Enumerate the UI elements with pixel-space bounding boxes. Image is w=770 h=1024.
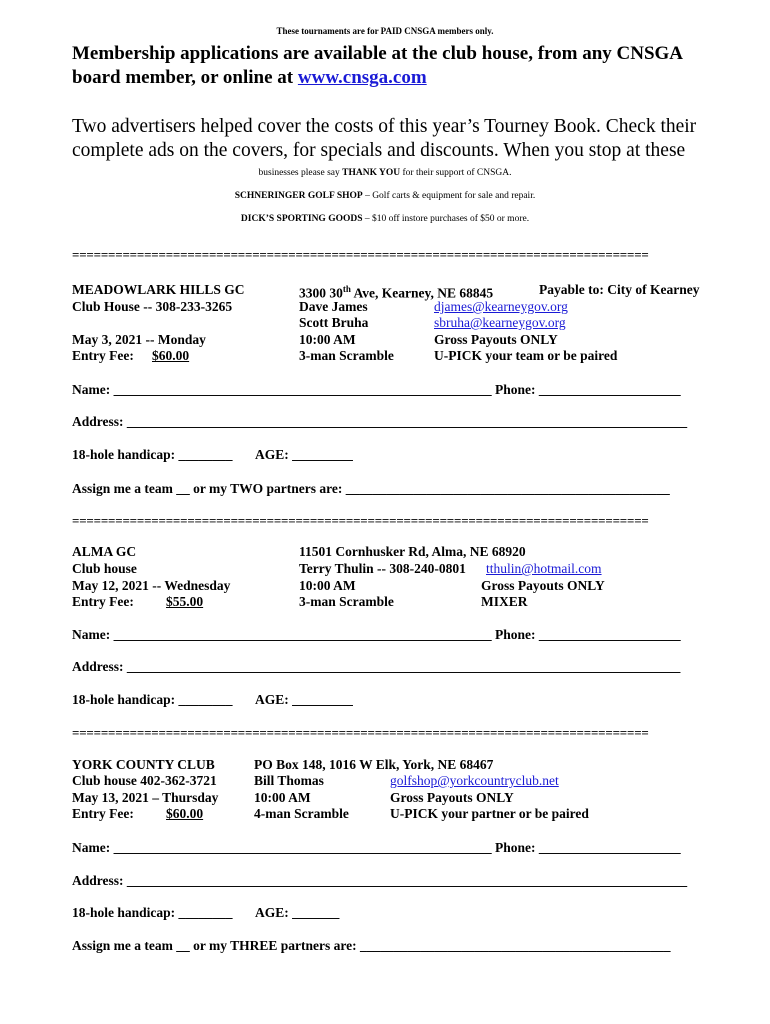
entry-fee: $60.00: [166, 806, 204, 821]
payout-type: Gross Payouts ONLY: [481, 578, 605, 593]
contact-name: Bill Thomas: [254, 773, 324, 788]
contact-email-link[interactable]: tthulin@hotmail.com: [486, 561, 602, 576]
name-phone-field[interactable]: Name: ________________________________________________________ Phone: _____________________: [72, 627, 681, 642]
membership-online: [72, 67, 427, 89]
game-format: 4-man Scramble: [254, 806, 349, 821]
contact-name: Terry Thulin -- 308-240-0801: [299, 561, 466, 576]
sponsor-name: SCHNERINGER GOLF SHOP: [234, 191, 363, 201]
pairing-note: U-PICK your team or be paired: [434, 348, 618, 363]
club-name: MEADOWLARK HILLS GC: [72, 282, 245, 297]
separator: ================================================================================: [72, 513, 649, 528]
address-field[interactable]: Address: __________________________________________________________________________________: [72, 659, 681, 674]
tee-time: 10:00 AM: [299, 578, 356, 593]
tee-time: 10:00 AM: [254, 790, 311, 805]
ordinal-suffix: th: [342, 284, 351, 294]
payout-type: Gross Payouts ONLY: [390, 790, 514, 805]
entry-fee-label: Entry Fee:: [72, 806, 134, 821]
pairing-note: U-PICK your partner or be paired: [390, 806, 589, 821]
sponsor-schneringer: [0, 185, 770, 208]
course-address: PO Box 148, 1016 W Elk, York, NE 68467: [254, 757, 494, 772]
club-name: YORK COUNTY CLUB: [72, 757, 215, 772]
address-street: Ave, Kearney, NE 68845: [350, 285, 494, 301]
intro-line-3: [0, 162, 770, 185]
entry-fee: $60.00: [152, 348, 190, 363]
membership-notice: These tournaments are for PAID CNSGA members only.: [276, 26, 494, 36]
handicap-field[interactable]: 18-hole handicap: ________: [72, 447, 233, 462]
course-address: 11501 Cornhusker Rd, Alma, NE 68920: [299, 544, 526, 559]
address-number: 3300 30: [299, 285, 343, 301]
club-phone: Club house 402-362-3721: [72, 773, 217, 788]
tournament-date: May 12, 2021 -- Wednesday: [72, 578, 231, 593]
age-field[interactable]: AGE: _________: [255, 692, 353, 707]
thanks-prefix: businesses please say: [258, 168, 343, 178]
pairing-note: MIXER: [481, 594, 528, 609]
contact-name: Scott Bruha: [299, 315, 369, 330]
handicap-field[interactable]: 18-hole handicap: ________: [72, 692, 233, 707]
intro-line-2: complete ads on the covers, for specials and discounts. When you stop at these: [72, 140, 686, 161]
contact-email-link[interactable]: djames@kearneygov.org: [434, 299, 568, 314]
entry-fee-label: Entry Fee:: [72, 348, 134, 363]
sponsor-dicks: [0, 208, 770, 231]
address-field[interactable]: Address: ___________________________________________________________________________________: [72, 414, 688, 429]
sponsor-offer: – $10 off instore purchases of $50 or more.: [362, 214, 530, 224]
separator: ================================================================================: [72, 725, 649, 740]
age-field[interactable]: AGE: _________: [255, 447, 353, 462]
separator: ================================================================================: [72, 247, 649, 262]
sponsor-name: DICK’S SPORTING GOODS: [240, 214, 363, 224]
address-field[interactable]: Address: ___________________________________________________________________________________: [72, 873, 688, 888]
name-phone-field[interactable]: Name: ________________________________________________________ Phone: _____________________: [72, 382, 681, 397]
club-phone: Club House -- 308-233-3265: [72, 299, 233, 314]
assign-team-field[interactable]: Assign me a team __ or my THREE partners are: ______________________________________________: [72, 938, 671, 953]
cnsga-website-link[interactable]: www.cnsga.com: [297, 67, 427, 88]
tournament-date: May 13, 2021 – Thursday: [72, 790, 219, 805]
payable-to: Payable to: City of Kearney: [539, 282, 700, 297]
game-format: 3-man Scramble: [299, 348, 394, 363]
club-name: ALMA GC: [72, 544, 137, 559]
online-prefix: board member, or online at: [72, 67, 298, 88]
sponsor-offer: – Golf carts & equipment for sale and repair.: [362, 191, 536, 201]
thank-you-text: THANK YOU: [342, 168, 401, 178]
game-format: 3-man Scramble: [299, 594, 394, 609]
intro-line-1: Two advertisers helped cover the costs of this year’s Tourney Book. Check their: [72, 116, 697, 137]
payout-type: Gross Payouts ONLY: [434, 332, 558, 347]
handicap-field[interactable]: 18-hole handicap: ________: [72, 905, 233, 920]
tournament-date: May 3, 2021 -- Monday: [72, 332, 206, 347]
entry-fee-label: Entry Fee:: [72, 594, 134, 609]
age-field[interactable]: AGE: _______: [255, 905, 340, 920]
thanks-suffix: for their support of CNSGA.: [400, 168, 512, 178]
entry-fee: $55.00: [166, 594, 204, 609]
club-phone: Club house: [72, 561, 137, 576]
contact-email-link[interactable]: sbruha@kearneygov.org: [434, 315, 566, 330]
tee-time: 10:00 AM: [299, 332, 356, 347]
name-phone-field[interactable]: Name: ________________________________________________________ Phone: _____________________: [72, 840, 681, 855]
assign-team-field[interactable]: Assign me a team __ or my TWO partners are: ________________________________________________: [72, 481, 670, 496]
contact-name: Dave James: [299, 299, 368, 314]
contact-email-link[interactable]: golfshop@yorkcountryclub.net: [390, 773, 559, 788]
membership-info: Membership applications are available at the club house, from any CNSGA: [72, 43, 684, 64]
